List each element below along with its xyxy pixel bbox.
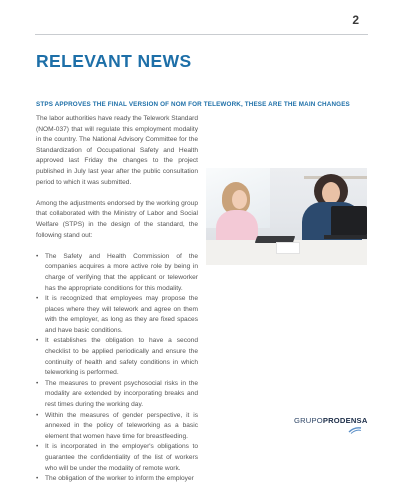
bullet-item: • It is incorporated in the employer's obligations to guarantee the confidentiality of the list of workers who will be under the modality of remote work. bbox=[36, 442, 198, 474]
photo-woman-face bbox=[322, 182, 340, 204]
photo-paper bbox=[276, 242, 300, 254]
photo-girl-face bbox=[232, 190, 247, 209]
grupo-prodensa-logo bbox=[294, 416, 366, 436]
page-number: 2 bbox=[352, 13, 359, 27]
bullet-list bbox=[36, 252, 198, 485]
bullet-item: • The obligation of the worker to inform the employer bbox=[36, 474, 198, 485]
bullet-item: • It establishes the obligation to have a second checklist to be applied periodically and ensure the continuity of health and safety conditions in which teleworking is performed. bbox=[36, 336, 198, 378]
section-title: RELEVANT NEWS bbox=[36, 51, 192, 71]
bullet-item: • The Safety and Health Commission of the companies acquires a more active role by being in charge of verifying that the applicant or teleworker has the appropriate conditions for this modality. bbox=[36, 252, 198, 294]
article-body bbox=[36, 114, 198, 485]
photo-laptop bbox=[331, 206, 367, 236]
bullet-item: • The measures to prevent psychosocial risks in the modality are extended by incorporating breaks and rest times during the working day. bbox=[36, 379, 198, 411]
bullet-item: • It is recognized that employees may propose the places where they will telework and agree on them with the employer, as long as they are fixed spaces and have basic conditions. bbox=[36, 294, 198, 336]
logo-text-prodensa: PRODENSA bbox=[322, 416, 368, 425]
photo-laptop-base bbox=[324, 235, 367, 239]
article-headline: STPS APPROVES THE FINAL VERSION OF NOM FOR TELEWORK, THESE ARE THE MAIN CHANGES bbox=[36, 101, 350, 108]
header-divider bbox=[35, 34, 368, 35]
bullet-item: • Within the measures of gender perspective, it is annexed in the policy of teleworking as a basic element that women have time for breastfeeding. bbox=[36, 411, 198, 443]
paragraph: Among the adjustments endorsed by the working group that collaborated with the Ministry of Labor and Social Welfare (STPS) in the design of the standard, the following stand out: bbox=[36, 199, 198, 239]
paragraph: The labor authorities have ready the Telework Standard (NOM-037) that will regulate this employment modality in the country. The National Advisory Committee for the Standardization of Occupational Safety and Health approved last Friday the changes to the project published in July last year after the public consultation period to which it was submitted. bbox=[36, 115, 198, 186]
logo-swoosh-icon bbox=[348, 426, 362, 434]
logo-wordmark bbox=[294, 416, 368, 425]
logo-text-grupo: GRUPO bbox=[294, 416, 323, 425]
telework-photo bbox=[206, 168, 367, 265]
